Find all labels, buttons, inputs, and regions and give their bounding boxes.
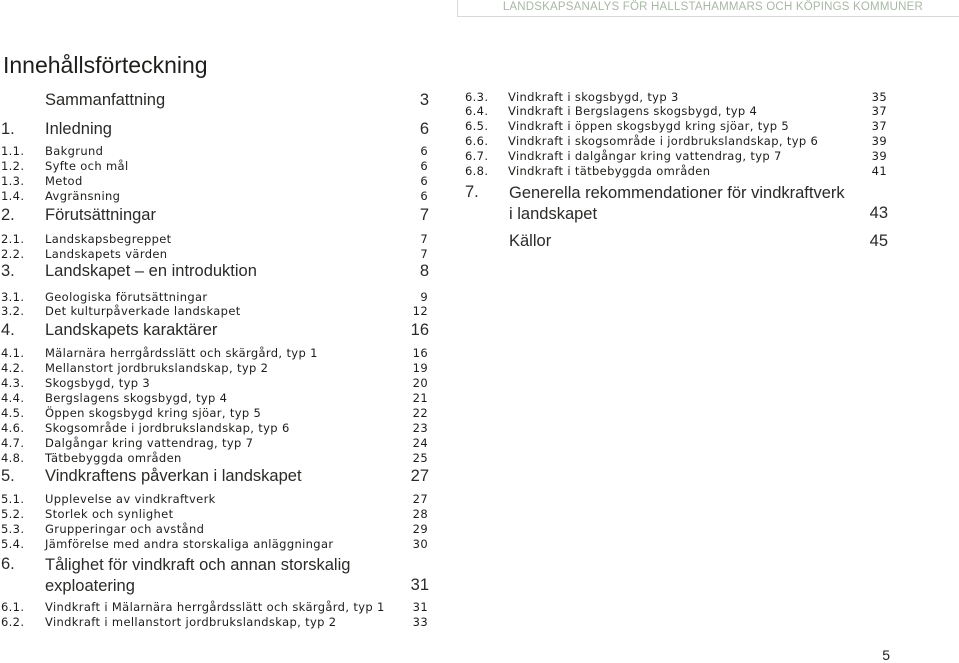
toc-entry-title: Tålighet för vindkraft och annan storskalig exploatering bbox=[45, 556, 351, 595]
toc-entry-title: Bergslagens skogsbygd, typ 4 bbox=[45, 391, 228, 405]
toc-entry-title: Jämförelse med andra storskaliga anläggningar bbox=[45, 537, 334, 551]
toc-entry-number: 3.2. bbox=[1, 304, 25, 318]
toc-entry-title: Landskapet – en introduktion bbox=[45, 262, 257, 280]
toc-entry-page: 6 bbox=[420, 144, 428, 158]
toc-entry-page: 24 bbox=[412, 436, 428, 450]
toc-entry-page: 31 bbox=[410, 576, 429, 594]
toc-entry-title: Vindkraft i skogsbygd, typ 3 bbox=[508, 90, 679, 104]
toc-entry-number: 1.3. bbox=[1, 174, 25, 188]
toc-entry-number: 6.5. bbox=[465, 119, 489, 133]
toc-entry-page: 29 bbox=[412, 522, 428, 536]
toc-entry-number: 6.8. bbox=[465, 164, 489, 178]
toc-entry-page: 23 bbox=[412, 421, 428, 435]
toc-entry-number: 3.1. bbox=[1, 290, 25, 304]
toc-entry-number: 6.7. bbox=[465, 149, 489, 163]
toc-entry-page: 6 bbox=[420, 189, 428, 203]
toc-entry-number: 6.2. bbox=[1, 615, 25, 629]
toc-entry-title: Dalgångar kring vattendrag, typ 7 bbox=[45, 436, 254, 450]
toc-entry-page: 31 bbox=[412, 600, 428, 614]
toc-entry-number: 5.1. bbox=[1, 492, 25, 506]
toc-entry-page: 39 bbox=[871, 134, 887, 148]
toc-entry-page: 37 bbox=[871, 119, 887, 133]
toc-entry-number: 2.1. bbox=[1, 232, 25, 246]
toc-entry-number: 4.6. bbox=[1, 421, 25, 435]
toc-entry-title: Storlek och synlighet bbox=[45, 507, 174, 521]
toc-entry-title: Grupperingar och avstånd bbox=[45, 522, 205, 536]
toc-entry-title: Skogsbygd, typ 3 bbox=[45, 376, 151, 390]
toc-entry-number: 5.2. bbox=[1, 507, 25, 521]
toc-entry-number: 2. bbox=[1, 206, 15, 224]
toc-entry-page: 8 bbox=[419, 262, 429, 280]
toc-entry-page: 33 bbox=[412, 615, 428, 629]
running-header: LANDSKAPSANALYS FÖR HALLSTAHAMMARS OCH KÖPINGS KOMMUNER bbox=[502, 1, 923, 13]
toc-entry-title: Vindkraft i mellanstort jordbrukslandskap, typ 2 bbox=[45, 615, 337, 629]
toc-entry-page: 35 bbox=[871, 90, 887, 104]
toc-entry-number: 1.1. bbox=[1, 144, 25, 158]
toc-entry-page: 30 bbox=[412, 537, 428, 551]
toc-entry-page: 9 bbox=[420, 290, 428, 304]
toc-entry-number: 1.4. bbox=[1, 189, 25, 203]
toc-entry-page: 19 bbox=[412, 361, 428, 375]
toc-entry-title: Vindkraft i dalgångar kring vattendrag, typ 7 bbox=[508, 149, 782, 163]
toc-entry-number: 4.3. bbox=[1, 376, 25, 390]
toc-entry-title: Källor bbox=[509, 232, 552, 250]
toc-entry-number: 6.6. bbox=[465, 134, 489, 148]
toc-entry-page: 21 bbox=[412, 391, 428, 405]
toc-entry-title: Vindkraft i Bergslagens skogsbygd, typ 4 bbox=[508, 104, 758, 118]
page-title: Innehållsförteckning bbox=[3, 52, 208, 78]
toc-entry-number: 1. bbox=[1, 120, 15, 138]
toc-entry-page: 28 bbox=[412, 507, 428, 521]
toc-entry-page: 7 bbox=[420, 247, 428, 261]
toc-entry-number: 1.2. bbox=[1, 159, 25, 173]
toc-entry-title: Syfte och mål bbox=[45, 159, 129, 173]
toc-entry-page: 3 bbox=[419, 91, 429, 109]
toc-entry-title: Sammanfattning bbox=[45, 91, 166, 109]
toc-entry-title: Inledning bbox=[45, 120, 112, 138]
toc-entry-page: 7 bbox=[419, 206, 429, 224]
page-number: 5 bbox=[882, 647, 890, 663]
toc-entry-page: 37 bbox=[871, 104, 887, 118]
header-divider bbox=[457, 0, 458, 16]
toc-entry-page: 6 bbox=[420, 174, 428, 188]
toc-entry-title: Geologiska förutsättningar bbox=[45, 290, 208, 304]
toc-entry-title: Bakgrund bbox=[45, 144, 104, 158]
toc-entry-number: 6.1. bbox=[1, 600, 25, 614]
toc-entry-title: Landskapets värden bbox=[45, 247, 168, 261]
header-rule bbox=[457, 16, 959, 17]
toc-entry-title: Öppen skogsbygd kring sjöar, typ 5 bbox=[45, 406, 262, 420]
toc-entry-title: Upplevelse av vindkraftverk bbox=[45, 492, 216, 506]
toc-entry-title: Förutsättningar bbox=[45, 206, 156, 224]
toc-entry-number: 5.3. bbox=[1, 522, 25, 536]
toc-entry-number: 4.5. bbox=[1, 406, 25, 420]
toc-entry-title: Avgränsning bbox=[45, 189, 121, 203]
toc-entry-number: 4.7. bbox=[1, 436, 25, 450]
toc-entry-number: 6.4. bbox=[465, 104, 489, 118]
toc-entry-number: 4. bbox=[1, 321, 15, 339]
toc-entry-page: 12 bbox=[412, 304, 428, 318]
toc-entry-title: Vindkraft i öppen skogsbygd kring sjöar, typ 5 bbox=[508, 119, 790, 133]
toc-entry-title: Vindkraftens påverkan i landskapet bbox=[45, 467, 302, 485]
toc-entry-title: Mälarnära herrgårdsslätt och skärgård, typ 1 bbox=[45, 346, 318, 360]
toc-entry-page: 22 bbox=[412, 406, 428, 420]
toc-entry-number: 4.4. bbox=[1, 391, 25, 405]
toc-entry-page: 27 bbox=[410, 467, 429, 485]
toc-entry-page: 16 bbox=[410, 321, 429, 339]
toc-entry-title: Skogsområde i jordbrukslandskap, typ 6 bbox=[45, 421, 290, 435]
toc-entry-page: 25 bbox=[412, 451, 428, 465]
toc-entry-number: 5.4. bbox=[1, 537, 25, 551]
toc-entry-number: 3. bbox=[1, 262, 15, 280]
toc-entry-page: 39 bbox=[871, 149, 887, 163]
toc-entry-title: Det kulturpåverkade landskapet bbox=[45, 304, 241, 318]
toc-entry-title: Metod bbox=[45, 174, 83, 188]
toc-entry-number: 4.8. bbox=[1, 451, 25, 465]
toc-entry-page: 6 bbox=[420, 159, 428, 173]
toc-entry-page: 20 bbox=[412, 376, 428, 390]
toc-entry-title: Vindkraft i Mälarnära herrgårdsslätt och skärgård, typ 1 bbox=[45, 600, 385, 614]
toc-entry-number: 6.3. bbox=[465, 90, 489, 104]
toc-entry-title: Vindkraft i tätbebyggda områden bbox=[508, 164, 711, 178]
toc-entry-page: 45 bbox=[869, 232, 888, 250]
toc-entry-number: 5. bbox=[1, 467, 15, 485]
toc-entry-title: Vindkraft i skogsområde i jordbrukslandskap, typ 6 bbox=[508, 134, 819, 148]
toc-entry-number: 4.2. bbox=[1, 361, 25, 375]
toc-entry-page: 6 bbox=[419, 120, 429, 138]
toc-entry-number: 6. bbox=[1, 555, 15, 573]
toc-entry-number: 7. bbox=[465, 183, 479, 201]
toc-entry-title: Mellanstort jordbrukslandskap, typ 2 bbox=[45, 361, 269, 375]
toc-entry-number: 2.2. bbox=[1, 247, 25, 261]
toc-entry-number: 4.1. bbox=[1, 346, 25, 360]
toc-entry-title: Landskapets karaktärer bbox=[45, 321, 218, 339]
toc-entry-title: Generella rekommendationer för vindkraftverk i landskapet bbox=[509, 184, 845, 223]
toc-entry-page: 7 bbox=[420, 232, 428, 246]
toc-entry-page: 41 bbox=[871, 164, 887, 178]
toc-entry-title: Tätbebyggda områden bbox=[45, 451, 182, 465]
toc-entry-page: 16 bbox=[412, 346, 428, 360]
toc-entry-page: 27 bbox=[412, 492, 428, 506]
toc-entry-title: Landskapsbegreppet bbox=[45, 232, 172, 246]
toc-entry-page: 43 bbox=[869, 204, 888, 222]
